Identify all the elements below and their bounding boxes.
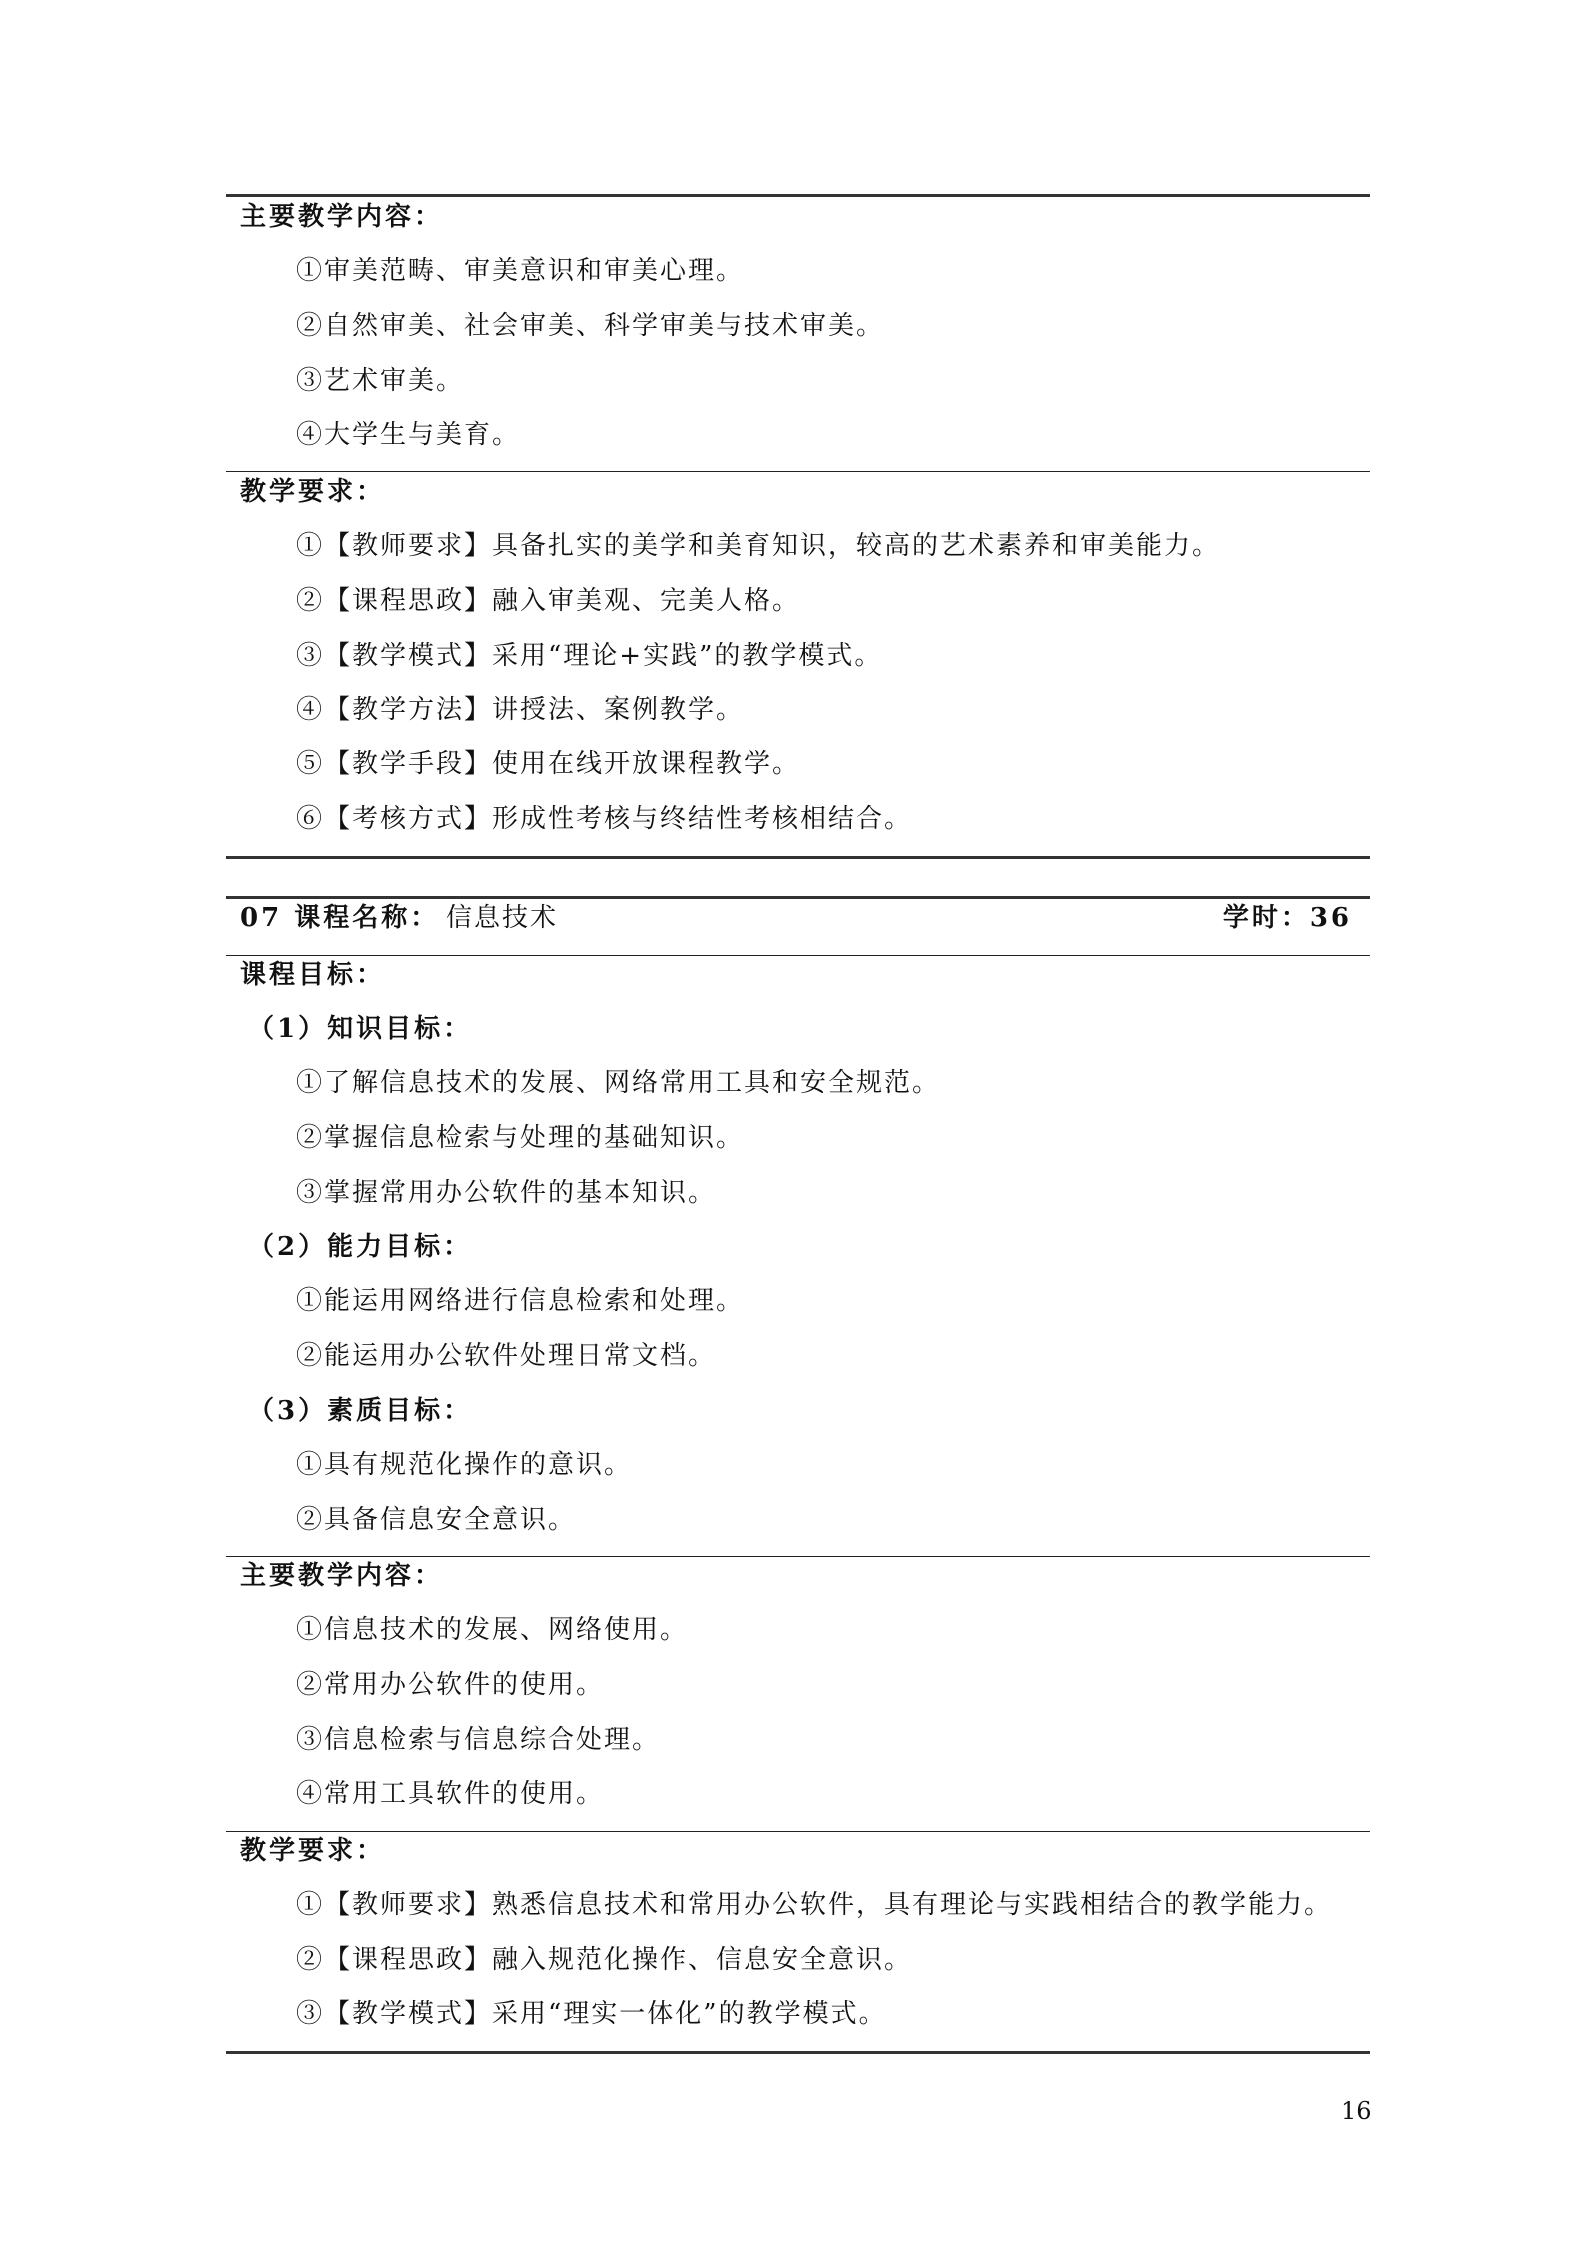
list-item: ③掌握常用办公软件的基本知识。 (296, 1178, 717, 1208)
table-bottom-rule (226, 2051, 1370, 2054)
table-bottom-rule (226, 856, 1370, 859)
list-item: ①了解信息技术的发展、网络常用工具和安全规范。 (296, 1068, 941, 1098)
subheading-ability: （2）能力目标： (248, 1232, 473, 1262)
section-heading-requirements: 教学要求： (240, 1836, 386, 1866)
list-item: ①信息技术的发展、网络使用。 (296, 1615, 689, 1645)
list-item: ③【教学模式】采用“理实一体化”的教学模式。 (296, 1999, 887, 2029)
list-item: ②能运用办公软件处理日常文档。 (296, 1341, 717, 1371)
divider (226, 471, 1370, 472)
subheading-knowledge: （1）知识目标： (248, 1014, 473, 1044)
divider (226, 1556, 1370, 1557)
page-number: 16 (1341, 2097, 1372, 2125)
subheading-quality: （3）素质目标： (248, 1396, 473, 1426)
divider (226, 1831, 1370, 1832)
list-item: ③信息检索与信息综合处理。 (296, 1725, 661, 1755)
list-item: ②【课程思政】融入规范化操作、信息安全意识。 (296, 1945, 913, 1975)
list-item: ④常用工具软件的使用。 (296, 1779, 605, 1809)
list-item: ①审美范畴、审美意识和审美心理。 (296, 256, 745, 286)
list-item: ⑥【考核方式】形成性考核与终结性考核相结合。 (296, 804, 913, 834)
list-item: ③艺术审美。 (296, 366, 465, 396)
course-name: 信息技术 (446, 903, 559, 933)
list-item: ②【课程思政】融入审美观、完美人格。 (296, 586, 801, 616)
section-heading-content: 主要教学内容： (240, 202, 444, 232)
section-heading-content: 主要教学内容： (240, 1561, 444, 1591)
section-heading-requirements: 教学要求： (240, 477, 386, 507)
table-top-rule (226, 896, 1370, 899)
list-item: ①【教师要求】具备扎实的美学和美育知识，较高的艺术素养和审美能力。 (296, 531, 1221, 561)
list-item: ③【教学模式】采用“理论+实践”的教学模式。 (296, 641, 883, 671)
list-item: ⑤【教学手段】使用在线开放课程教学。 (296, 749, 801, 779)
course-hours: 学时：36 (1222, 903, 1352, 933)
table-top-rule (226, 194, 1370, 197)
list-item: ①能运用网络进行信息检索和处理。 (296, 1286, 745, 1316)
list-item: ①具有规范化操作的意识。 (296, 1450, 633, 1480)
list-item: ④【教学方法】讲授法、案例教学。 (296, 695, 745, 725)
list-item: ④大学生与美育。 (296, 420, 521, 450)
list-item: ②具备信息安全意识。 (296, 1505, 577, 1535)
section-heading-goals: 课程目标： (240, 960, 386, 990)
course-label: 07 课程名称： (240, 903, 440, 933)
list-item: ②自然审美、社会审美、科学审美与技术审美。 (296, 311, 885, 341)
list-item: ①【教师要求】熟悉信息技术和常用办公软件，具有理论与实践相结合的教学能力。 (296, 1890, 1333, 1920)
divider (226, 955, 1370, 956)
list-item: ②掌握信息检索与处理的基础知识。 (296, 1123, 745, 1153)
list-item: ②常用办公软件的使用。 (296, 1670, 605, 1700)
